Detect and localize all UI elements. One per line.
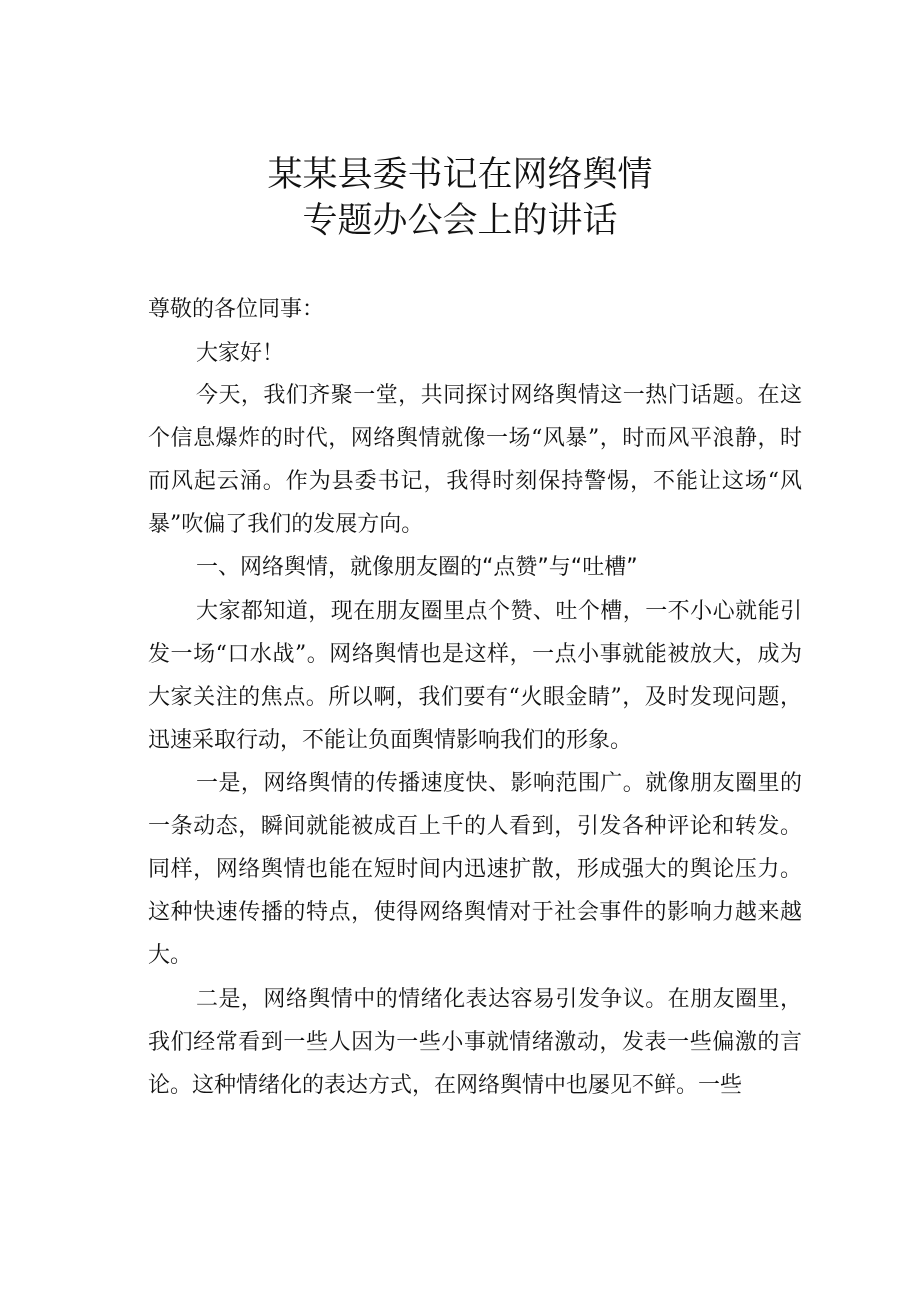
- paragraph-point-two: 二是，网络舆情中的情绪化表达容易引发争议。在朋友圈里，我们经常看到一些人因为一些小事就情绪激动，发表一些偏激的言论。这种情绪化的表达方式，在网络舆情中也屡见不鲜。一些: [148, 987, 802, 1098]
- title-line-2: 专题办公会上的讲话: [302, 201, 618, 241]
- greeting: 大家好！: [196, 341, 285, 366]
- paragraph-section1-intro: 大家都知道，现在朋友圈里点个赞、吐个槽，一不小心就能引发一场“口水战”。网络舆情也是这样，一点小事就能被放大，成为大家关注的焦点。所以啊，我们要有“火眼金睛”，及时发现问题，迅速采取行动，不能让负面舆情影响我们的形象。: [148, 599, 802, 753]
- section-heading-1: 一、网络舆情，就像朋友圈的“点赞”与“吐槽”: [196, 555, 638, 580]
- paragraph-intro: 今天，我们齐聚一堂，共同探讨网络舆情这一热门话题。在这个信息爆炸的时代，网络舆情就像一场“风暴”，时而风平浪静，时而风起云涌。作为县委书记，我得时刻保持警惕，不能让这场“风暴”吹偏了我们的发展方向。: [148, 383, 802, 537]
- title-line-1: 某某县委书记在网络舆情: [267, 155, 653, 195]
- document-title: [0, 152, 920, 244]
- salutation: 尊敬的各位同事：: [148, 297, 325, 322]
- paragraph-point-one: 一是，网络舆情的传播速度快、影响范围广。就像朋友圈里的一条动态，瞬间就能被成百上千的人看到，引发各种评论和转发。同样，网络舆情也能在短时间内迅速扩散，形成强大的舆论压力。这种快速传播的特点，使得网络舆情对于社会事件的影响力越来越大。: [148, 771, 802, 968]
